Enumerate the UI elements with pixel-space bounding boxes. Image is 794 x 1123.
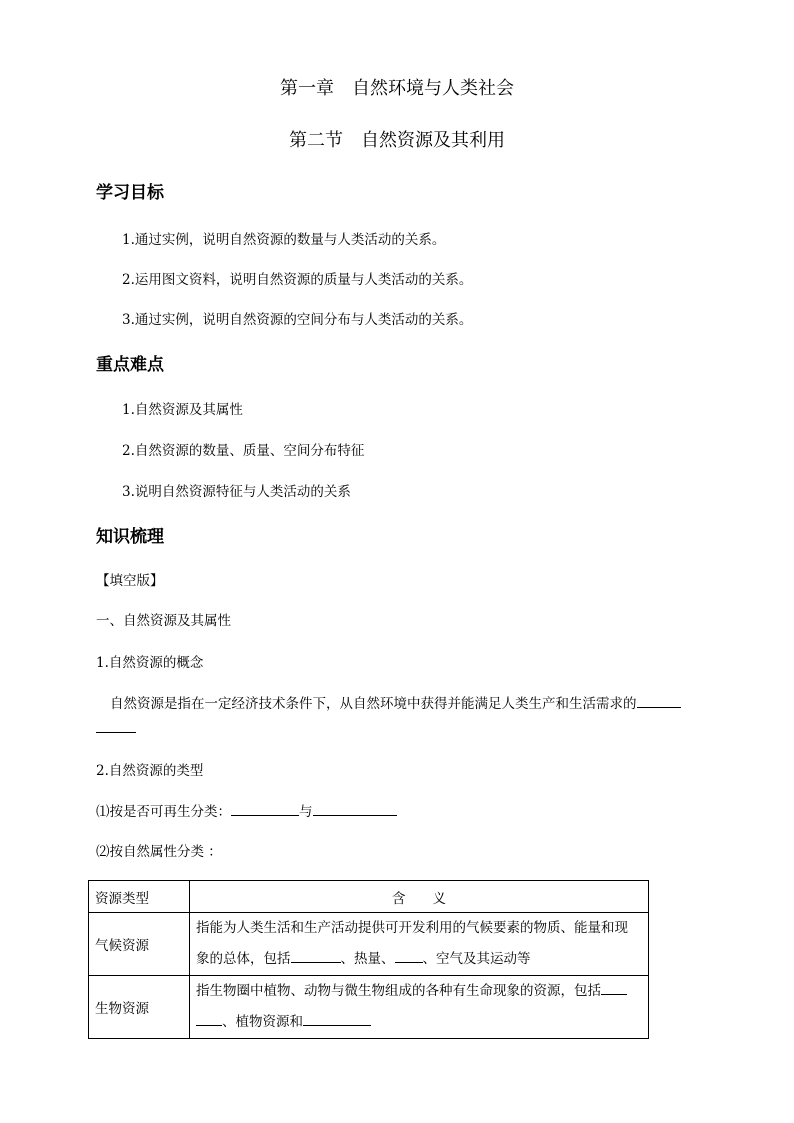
question-2: ⑵按自然属性分类 ： [96, 844, 222, 860]
question-1-text: ⑴按是否可再生分类： [96, 804, 231, 820]
concept-line [110, 692, 681, 712]
goal-item-3: 3.通过实例，说明自然资源的空间分布与人类活动的关系。 [122, 312, 473, 328]
table-row [89, 976, 649, 1039]
bio-text-a: 、植物资源和 [222, 1014, 303, 1030]
key-point-3: 3.说明自然资源特征与人类活动的关系 [122, 484, 351, 500]
table-header-row [89, 881, 649, 913]
goal-item-2: 2.运用图文资料，说明自然资源的质量与人类活动的关系。 [122, 272, 473, 288]
header-type: 资源类型 [89, 881, 190, 913]
part-one-heading: 一、自然资源及其属性 [96, 613, 231, 629]
table-row [89, 913, 649, 976]
section-title: 第二节 自然资源及其利用 [289, 130, 505, 151]
bio-line-1 [196, 976, 642, 1007]
row-type-bio: 生物资源 [89, 976, 190, 1039]
header-meaning: 含 义 [190, 881, 649, 913]
climate-text-a: 象的总体，包括 [196, 951, 291, 967]
fill-blank[interactable] [637, 694, 681, 709]
goal-item-1: 1.通过实例，说明自然资源的数量与人类活动的关系。 [122, 232, 446, 248]
concept-line-2 [96, 718, 136, 737]
concept-text: 自然资源是指在一定经济技术条件下，从自然环境中获得并能满足人类生产和生活需求的 [110, 696, 637, 712]
fill-blank[interactable] [291, 949, 341, 964]
knowledge-heading: 知识梳理 [96, 527, 164, 547]
goals-heading: 学习目标 [96, 183, 164, 203]
question-1 [96, 800, 397, 820]
bio-line-2 [196, 1007, 642, 1038]
fill-blank[interactable] [231, 802, 299, 817]
key-points-heading: 重点难点 [96, 355, 164, 375]
chapter-title: 第一章 自然环境与人类社会 [280, 78, 514, 99]
fill-blank[interactable] [303, 1012, 371, 1027]
resource-table [88, 880, 649, 1039]
version-label: 【填空版】 [96, 573, 164, 589]
question-1-and: 与 [299, 804, 313, 820]
climate-text-c: 、空气及其运动等 [422, 951, 531, 967]
climate-line-2 [196, 944, 642, 975]
fill-blank[interactable] [96, 718, 136, 733]
row-type-climate: 气候资源 [89, 913, 190, 976]
fill-blank[interactable] [395, 949, 423, 964]
key-point-1: 1.自然资源及其属性 [122, 402, 243, 418]
fill-blank[interactable] [313, 802, 397, 817]
fill-blank[interactable] [601, 981, 627, 996]
fill-blank[interactable] [196, 1012, 222, 1027]
climate-text-b: 、热量、 [340, 951, 395, 967]
key-point-2: 2.自然资源的数量、质量、空间分布特征 [122, 443, 365, 459]
types-heading: 2.自然资源的类型 [96, 763, 204, 779]
climate-line-1: 指能为人类生活和生产活动提供可开发利用的气候要素的物质、能量和现 [196, 920, 628, 936]
concept-heading: 1.自然资源的概念 [96, 655, 204, 671]
row-meaning-climate [190, 913, 649, 976]
bio-text-1: 指生物圈中植物、动物与微生物组成的各种有生命现象的资源，包括 [196, 983, 601, 999]
row-meaning-bio [190, 976, 649, 1039]
